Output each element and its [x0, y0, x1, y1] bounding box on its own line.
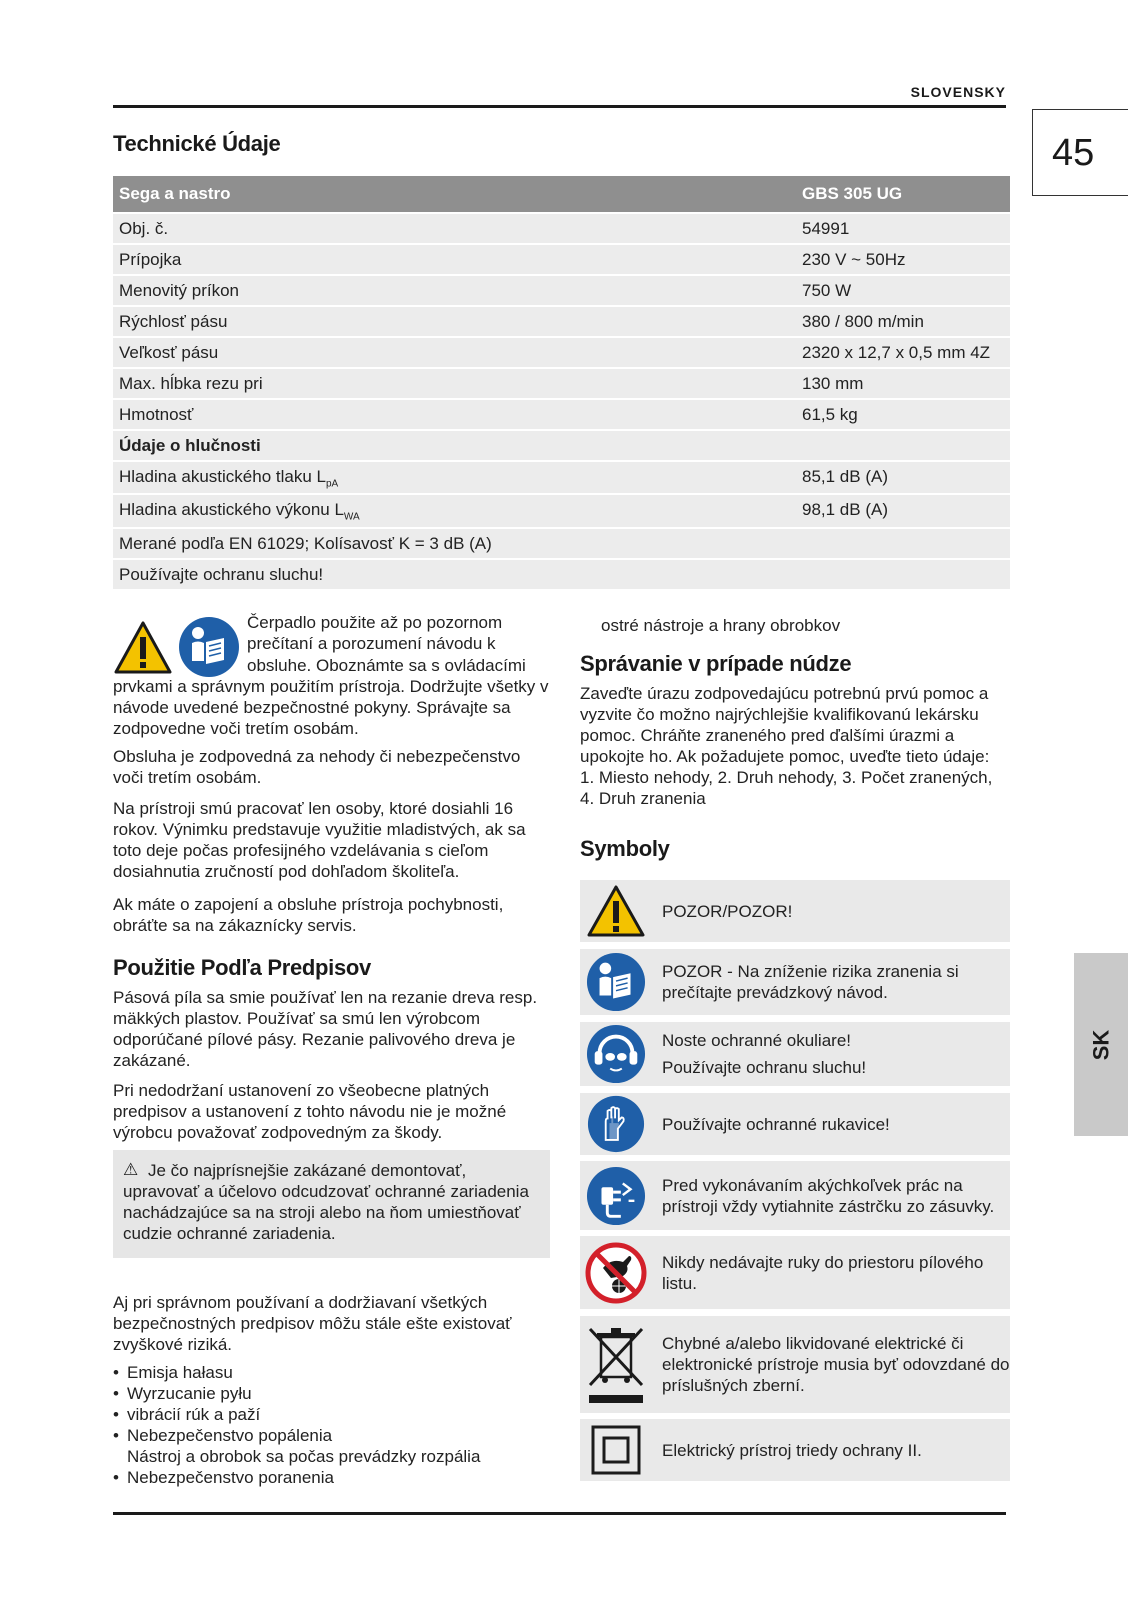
- no-hands-icon: [585, 1242, 647, 1304]
- noise-row: Hladina akustického tlaku $L_{pA}$ 85,1 dB (A): [113, 462, 1010, 493]
- intro-paragraph-3: Na prístroji smú pracovať len osoby, ktoré dosiahli 16 rokov. Výnimku predstavuje využitie mladistvých, ak sa toto deje počas profesijného vzdelávania s cieľom dosiahnutia zručností pod dohľadom školiteľa.: [113, 799, 526, 881]
- noise-row: Hladina akustického výkonu $L_{WA}$ 98,1 dB (A): [113, 495, 1010, 526]
- intro-line-1: Čerpadlo použite až po pozornom: [247, 613, 503, 632]
- list-item: Nástroj a obrobok sa počas prevádzky rozpália: [127, 1447, 481, 1466]
- warning-triangle-icon: [586, 884, 646, 938]
- hearing-note-row: Používajte ochranu sluchu!: [113, 560, 1010, 589]
- small-warning-icon: ⚠: [123, 1160, 139, 1179]
- symbol-row-gloves: [580, 1093, 1010, 1155]
- list-item: • Nebezpečenstvo poranenia: [113, 1467, 550, 1488]
- usage-title: Použitie Podľa Predpisov: [113, 955, 371, 980]
- noise-note-row: Merané podľa EN 61029; Kolísavosť K = 3 dB (A): [113, 529, 1010, 558]
- spec-row: Hmotnosť 61,5 kg: [113, 400, 1010, 429]
- intro-line-2: prečítaní a porozumení návodu k: [247, 634, 496, 653]
- intro-paragraph-1: prvkami a správnym použitím prístroja. Dodržujte všetky v návode uvedené bezpečnostné pokyny. Správajte sa zodpovedne voči tretím osobám.: [113, 677, 549, 738]
- symbol-text: POZOR/POZOR!: [662, 901, 793, 921]
- weee-bin-icon: [584, 1323, 648, 1407]
- symbol-text: Pred vykonávaním akýchkoľvek prác na prístroji vždy vytiahnite zástrčku zo zásuvky.: [662, 1175, 995, 1216]
- spec-row: Rýchlosť pásu 380 / 800 m/min: [113, 307, 1010, 336]
- intro-paragraph-2: Obsluha je zodpovedná za nehody či nebezpečenstvo voči tretím osobám.: [113, 747, 521, 787]
- spec-row: Prípojka 230 V ~ 50Hz: [113, 245, 1010, 274]
- spec-row: Menovitý príkon 750 W: [113, 276, 1010, 305]
- unplug-icon: [586, 1166, 646, 1226]
- list-item: • Emisja hałasu: [113, 1362, 550, 1383]
- gloves-icon: [587, 1095, 645, 1153]
- language-header: SLOVENSKY: [910, 84, 1006, 100]
- symbol-row-no-hands: [580, 1236, 1010, 1309]
- noise-heading-row: Údaje o hlučnosti: [113, 431, 1010, 460]
- intro-line-3: obsluhe. Oboznámte sa s ovládacími: [247, 656, 526, 675]
- spec-header-code: GBS 305 UG: [802, 184, 903, 203]
- symbol-row-manual: [580, 949, 1010, 1015]
- risks-intro: Aj pri správnom používaní a dodržiavaní všetkých bezpečnostných predpisov môžu stále ešte existovať zvyškové riziká.: [113, 1293, 512, 1354]
- intro-paragraph-4: Ak máte o zapojení a obsluhe prístroja pochybnosti, obráťte sa na zákaznícky servis.: [113, 895, 504, 935]
- read-manual-icon: [178, 616, 240, 678]
- warning-triangle-icon: [113, 620, 173, 675]
- spec-row: Max. hĺbka rezu pri 130 mm: [113, 369, 1010, 398]
- symbol-text: Používajte ochranu sluchu!: [662, 1058, 867, 1077]
- spec-row: Veľkosť pásu 2320 x 12,7 x 0,5 mm 4Z: [113, 338, 1010, 367]
- read-manual-icon: [586, 952, 646, 1012]
- warning-box-text: Je čo najprísnejšie zakázané demontovať, upravovať a účelovo odcudzovať ochranné zariadenia nachádzajúce sa na stroji alebo na ňom umiestňovať cudzie ochranné zariadenia.: [123, 1161, 529, 1243]
- symbol-row-goggles: [580, 1022, 1010, 1086]
- list-item: • Wyrzucanie pyłu: [113, 1383, 550, 1404]
- top-divider: [113, 105, 1006, 108]
- emergency-title: Správanie v prípade núdze: [580, 651, 852, 676]
- tech-data-title: Technické Údaje: [113, 131, 281, 156]
- spec-row: Obj. č. 54991: [113, 214, 1010, 243]
- emergency-text: Zaveďte úrazu zodpovedajúcu potrebnú prvú pomoc a vyzvite čo možno najrýchlejšie kvalifikovanú lekársku pomoc. Chráňte zraneného pred ďalšími úrazmi a upokojte ho. Ak požadujete pomoc, uveďte tieto údaje: 1. Miesto nehody, 2. Druh nehody, 3. Počet zranených, 4. Druh zranenia: [580, 684, 993, 808]
- usage-paragraph-1: Pásová píla sa smie používať len na rezanie dreva resp. mäkkých plastov. Používať sa smú len výrobcom odporúčané pílové pásy. Rezanie palivového dreva je zakázané.: [113, 988, 538, 1070]
- page-number: 45: [1052, 132, 1095, 174]
- symbol-text: POZOR - Na zníženie rizika zranenia si prečítajte prevádzkový návod.: [662, 962, 959, 1002]
- bottom-divider: [113, 1512, 1006, 1515]
- symbols-title: Symboly: [580, 836, 670, 861]
- list-item: • vibrácií rúk a paží: [113, 1404, 550, 1425]
- spec-table-header: [113, 176, 1010, 212]
- symbol-row-warning: [580, 880, 1010, 942]
- symbol-text: Nikdy nedávajte ruky do priestoru pílového listu.: [662, 1252, 984, 1293]
- risks-continued: ostré nástroje a hrany obrobkov: [601, 616, 841, 635]
- spec-header-model: Sega a nastro: [119, 184, 231, 203]
- symbol-text: Elektrický prístroj triedy ochrany II.: [662, 1440, 922, 1460]
- symbol-row-class-ii: [580, 1419, 1010, 1481]
- usage-paragraph-2: Pri nedodržaní ustanovení zo všeobecne platných predpisov a ustanovení z tohto návodu nie je možné výrobcu považovať zodpovedným za škody.: [113, 1081, 507, 1142]
- spec-table: [113, 176, 1010, 589]
- class-ii-icon: [590, 1424, 642, 1476]
- list-item: • Nebezpečenstvo popálenia: [113, 1425, 550, 1446]
- goggles-ear-protection-icon: [586, 1024, 646, 1084]
- symbol-text: Chybné a/alebo likvidované elektrické či elektronické prístroje musia byť odovzdané do príslušných zberní.: [662, 1334, 1010, 1395]
- language-side-tab-label: SK: [1088, 1029, 1113, 1061]
- symbol-text: Noste ochranné okuliare!: [662, 1031, 852, 1050]
- symbol-row-weee: [580, 1316, 1010, 1413]
- symbol-text: Používajte ochranné rukavice!: [662, 1114, 890, 1134]
- risks-list: [113, 1362, 550, 1488]
- symbol-row-unplug: [580, 1161, 1010, 1230]
